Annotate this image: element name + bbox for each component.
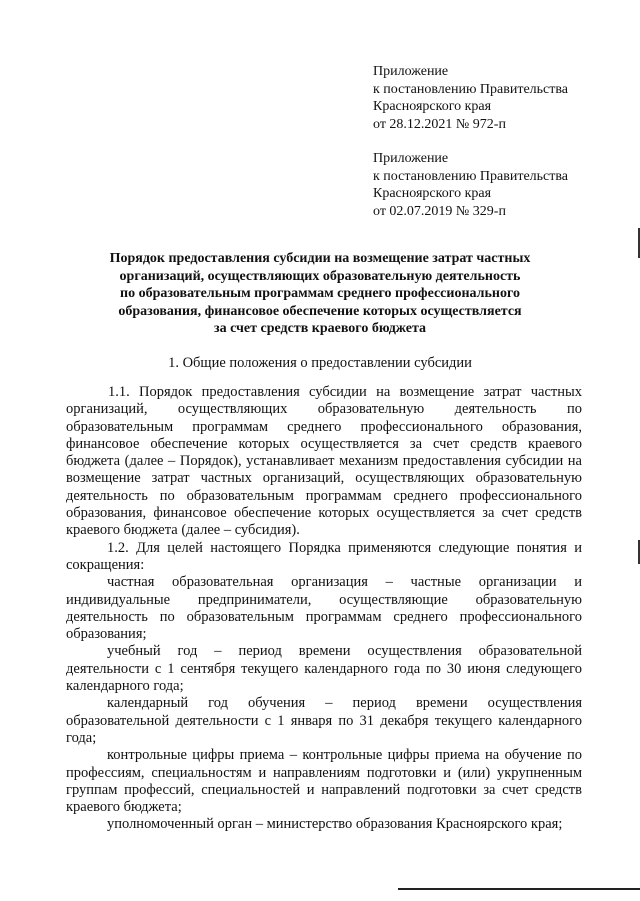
page-bottom-rule xyxy=(398,888,640,890)
definition-authorized-body: уполномоченный орган – министерство образования Красноярского края; xyxy=(107,816,563,833)
appendix-reference-current xyxy=(373,63,568,133)
appendix-resolution-line: к постановлению Правительства xyxy=(373,81,569,97)
paragraph-1-1: 1.1. Порядок предоставления субсидии на возмещение затрат частных организаций, осуществляющих образовательную деятельность по образовательным программам среднего профессионального образования, финансовое обеспечение которых осуществляется за счет средств краевого бюджета (далее – Порядок), устанавливает механизм предоставления субсидии на возмещение затрат частных организаций, осуществляющих образовательную деятельность по образовательным программам среднего профессионального образования, финансовое обеспечение которых осуществляется за счет средств краевого бюджета (далее – субсидия). xyxy=(66,384,582,539)
appendix-reference-original xyxy=(373,150,568,220)
definition-academic-year: учебный год – период времени осуществления образовательной деятельности с 1 сентября текущего календарного года по 30 июня следующего календарного года; xyxy=(66,643,582,695)
document-title xyxy=(60,250,580,338)
title-line: Порядок предоставления субсидии на возмещение затрат частных xyxy=(109,251,531,266)
title-line: по образовательным программам среднего профессионального xyxy=(120,286,520,302)
title-line: организаций, осуществляющих образовательную деятельность xyxy=(119,268,521,284)
appendix-date-number: от 02.07.2019 № 329-п xyxy=(373,203,506,219)
paragraph-1-2: 1.2. Для целей настоящего Порядка применяются следующие понятия и сокращения: xyxy=(66,539,582,573)
appendix-resolution-line: к постановлению Правительства xyxy=(373,168,569,184)
definition-calendar-year: календарный год обучения – период времени осуществления образовательной деятельности с 1 января по 31 декабря текущего календарного года; xyxy=(66,695,582,746)
appendix-date-number: от 28.12.2021 № 972-п xyxy=(373,116,506,132)
appendix-region-line: Красноярского края xyxy=(373,186,492,201)
appendix-region-line: Красноярского края xyxy=(373,99,492,114)
section-heading: 1. Общие положения о предоставлении субсидии xyxy=(168,355,472,371)
document-body xyxy=(66,384,582,834)
title-line: образования, финансовое обеспечение которых осуществляется xyxy=(118,303,522,319)
definition-private-organization: частная образовательная организация – частные организации и индивидуальные предприниматели, осуществляющие образовательную деятельность по образовательным программам среднего профессионального образования; xyxy=(66,574,582,643)
definition-admission-targets: контрольные цифры приема – контрольные цифры приема на обучение по профессиям, специальностям и направлениям подготовки и (или) укрупненным группам профессий, специальностей и направлений подготовки за счет средств краевого бюджета; xyxy=(66,747,582,816)
title-line: за счет средств краевого бюджета xyxy=(213,321,427,337)
appendix-label: Приложение xyxy=(373,151,449,166)
appendix-label: Приложение xyxy=(373,64,449,79)
